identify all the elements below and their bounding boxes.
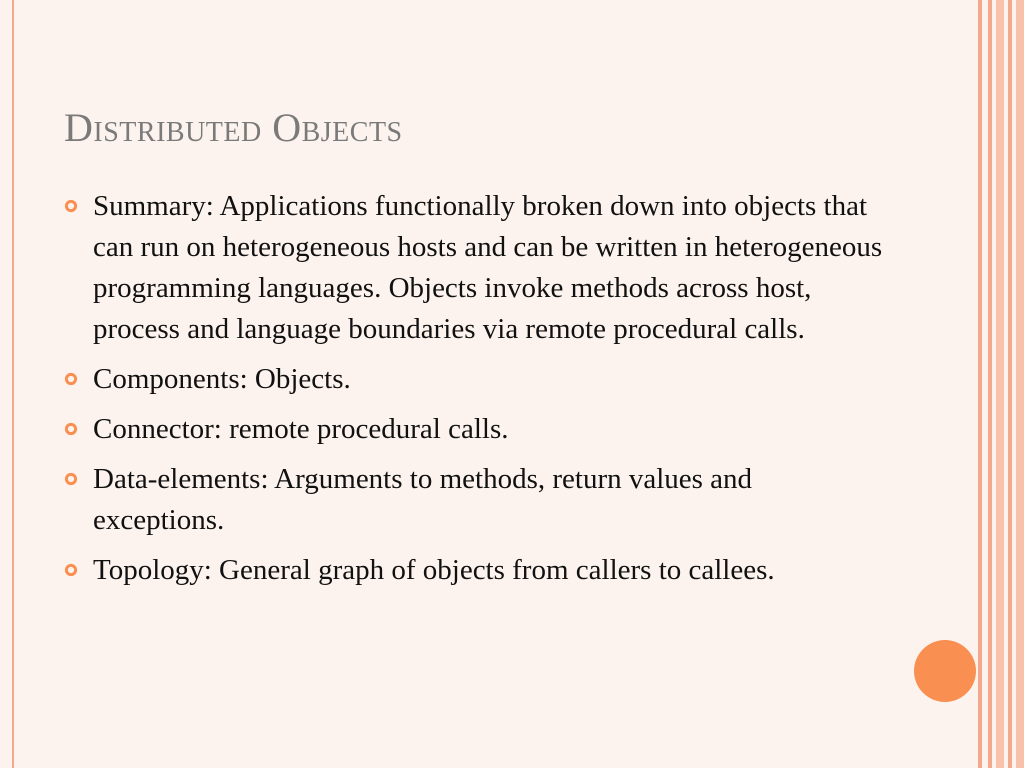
bullet-text: Topology: General graph of objects from callers to callees. xyxy=(93,554,775,586)
orange-ring-bullet-icon xyxy=(64,199,78,213)
bullet-item xyxy=(60,550,890,591)
orange-circle-decoration xyxy=(914,640,976,702)
bullet-item xyxy=(60,459,890,541)
orange-ring-bullet-icon xyxy=(64,563,78,577)
left-border-rule xyxy=(12,0,14,768)
bullet-text: Connector: remote procedural calls. xyxy=(93,413,509,445)
bullet-text: Components: Objects. xyxy=(93,363,351,395)
orange-ring-bullet-icon xyxy=(64,472,78,486)
stripe xyxy=(996,0,1004,768)
stripe xyxy=(1016,0,1024,768)
bullet-text: Data-elements: Arguments to methods, return values and exceptions. xyxy=(93,463,753,536)
bullet-item xyxy=(60,409,890,450)
orange-ring-bullet-icon xyxy=(64,372,78,386)
right-decorative-stripes xyxy=(978,0,1024,768)
bullet-item xyxy=(60,359,890,400)
slide-title: Distributed Objects xyxy=(64,105,403,150)
orange-ring-bullet-icon xyxy=(64,422,78,436)
bullet-item xyxy=(60,186,890,350)
bullet-list xyxy=(60,186,890,600)
stripe xyxy=(978,0,982,768)
stripe xyxy=(1008,0,1012,768)
stripe xyxy=(988,0,992,768)
bullet-text: Summary: Applications functionally broken down into objects that can run on heterogeneous hosts and can be written in heterogeneous programming languages. Objects invoke methods across host, process and language boundaries via remote procedural calls. xyxy=(93,190,883,345)
